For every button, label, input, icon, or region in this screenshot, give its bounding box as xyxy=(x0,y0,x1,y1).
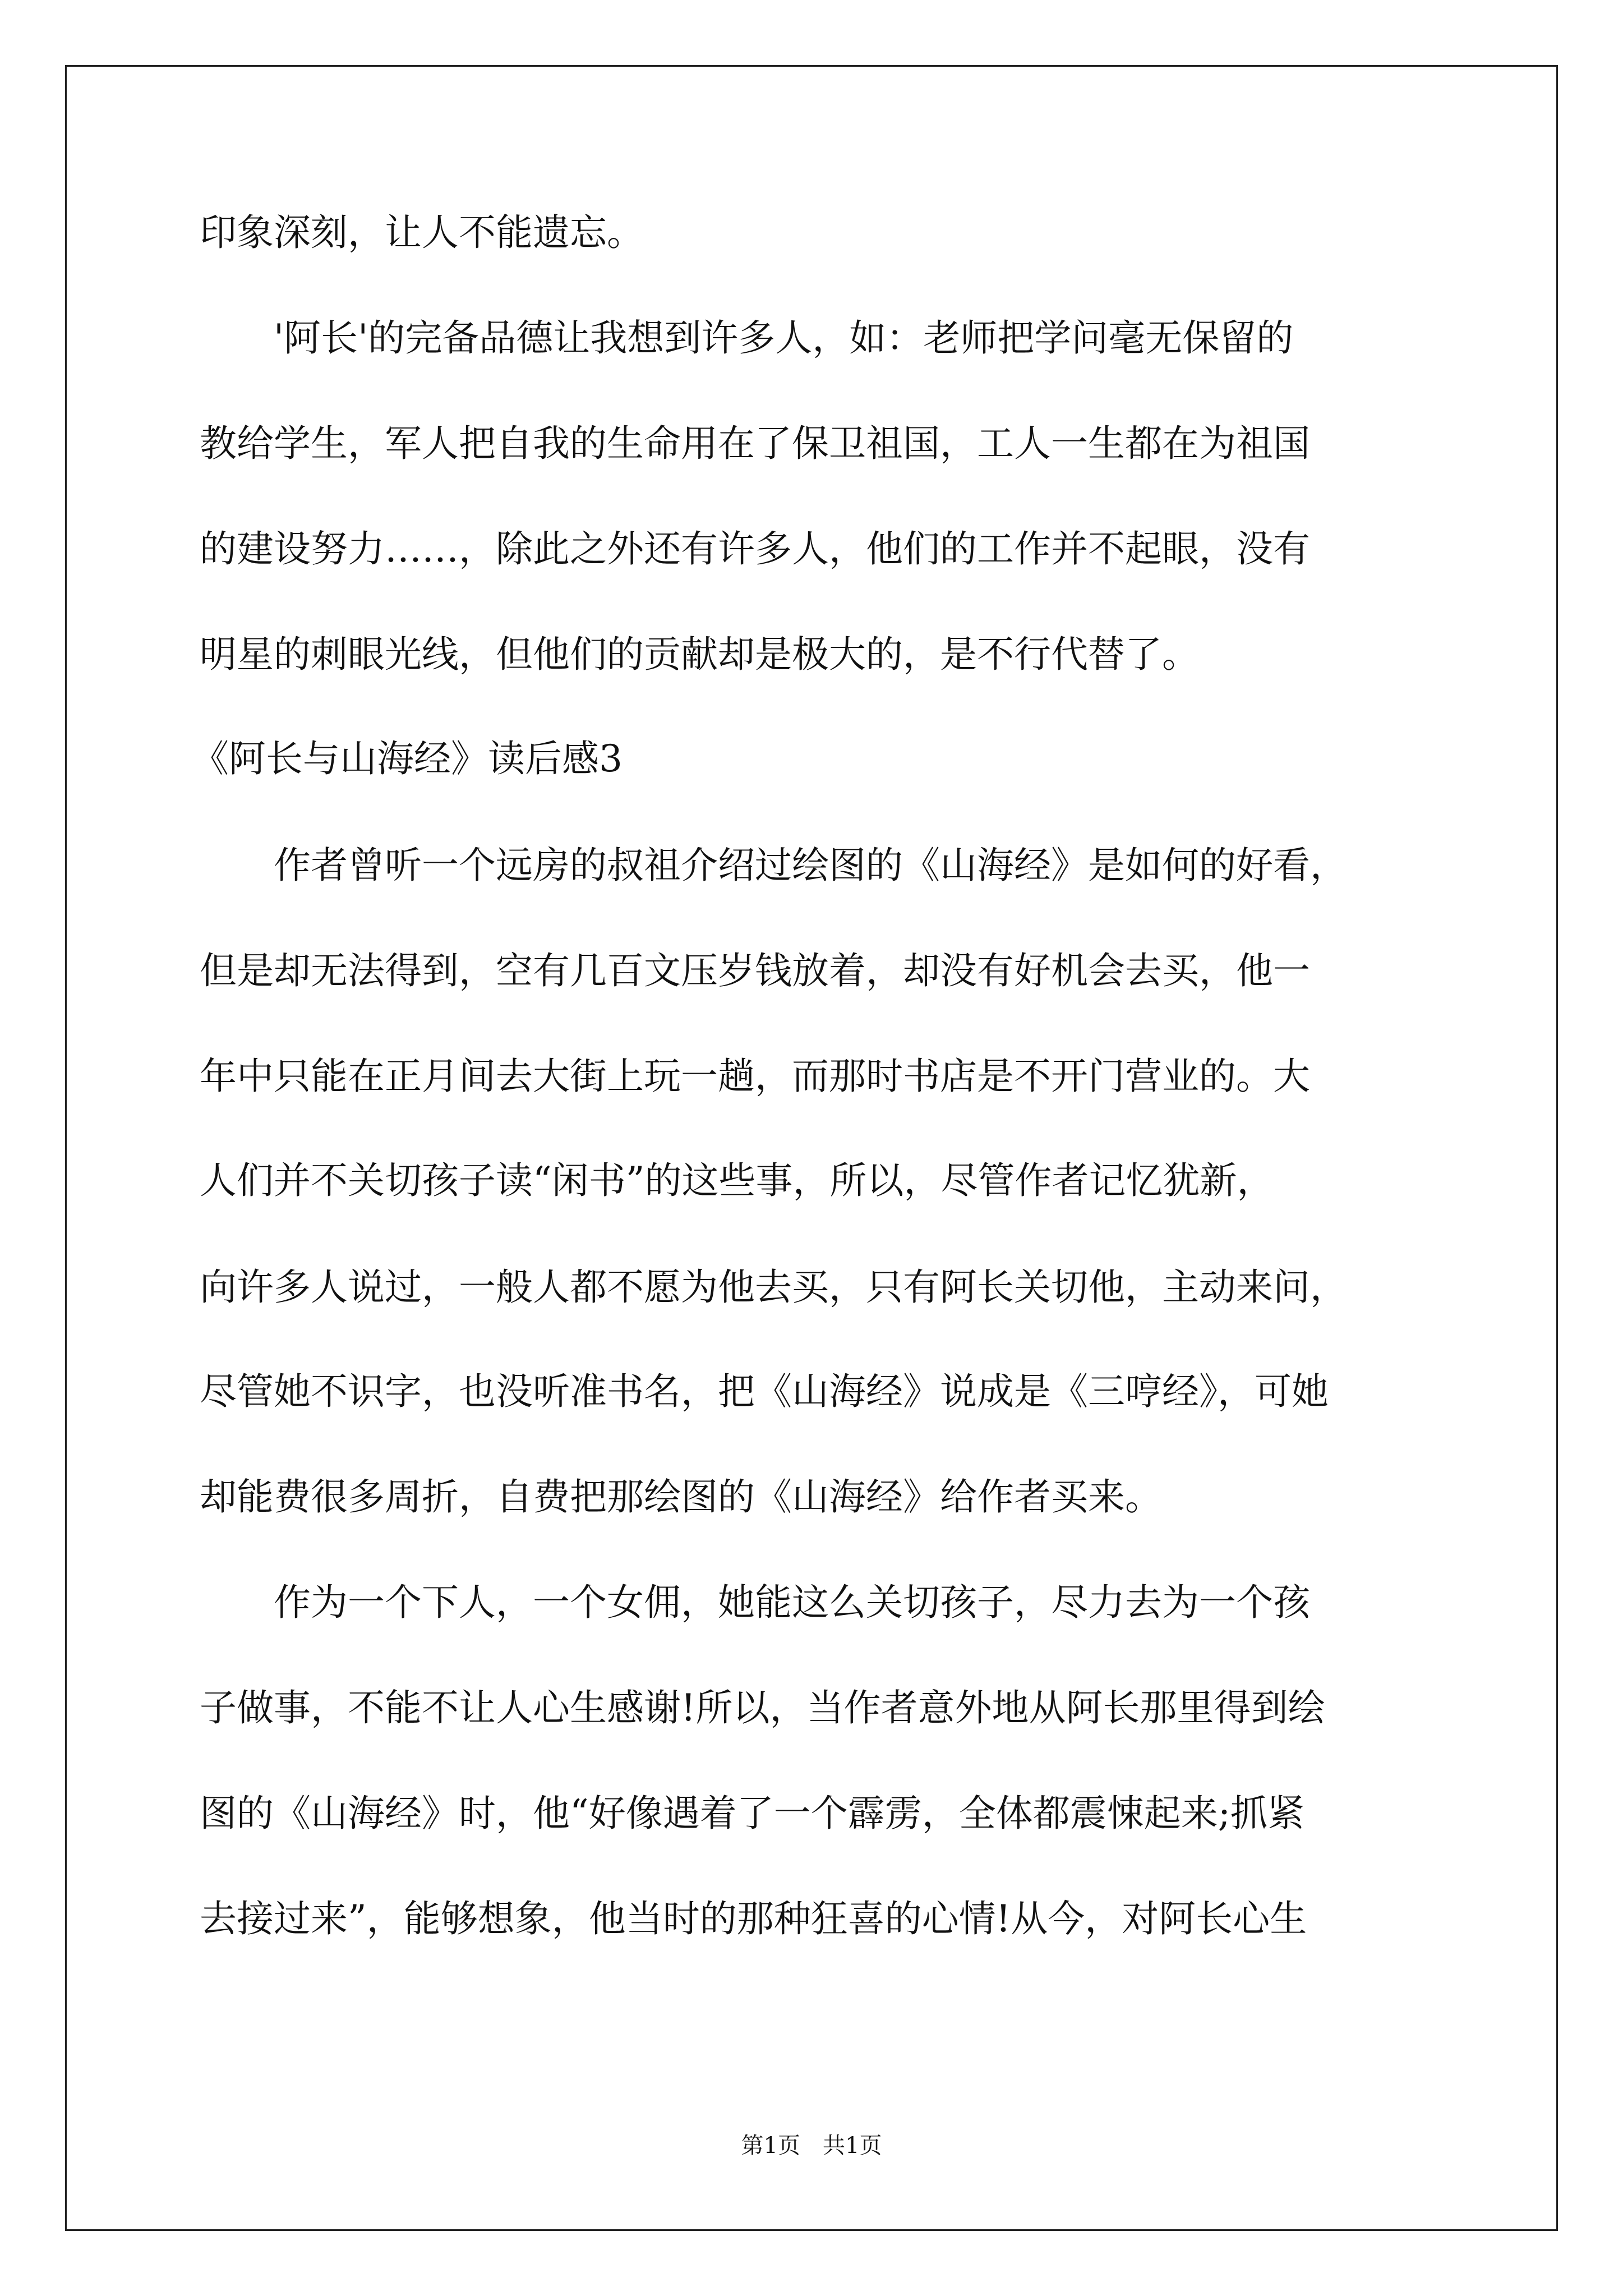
page-total: 共1页 xyxy=(823,2133,882,2159)
text-line: 但是却无法得到，空有几百文压岁钱放着，却没有好机会去买，他一 xyxy=(200,949,1310,992)
text-line: 却能费很多周折，自费把那绘图的《山海经》给作者买来。 xyxy=(200,1475,1162,1519)
page-number: 第1页 xyxy=(741,2133,800,2159)
text-line: 向许多人说过，一般人都不愿为他去买，只有阿长关切他，主动来问， xyxy=(200,1266,1347,1309)
section-title: 《阿长与山海经》读后感3 xyxy=(192,737,623,780)
text-line: 人们并不关切孩子读“闲书”的这些事，所以，尽管作者记忆犹新， xyxy=(200,1159,1274,1202)
text-line: 图的《山海经》时，他“好像遇着了一个霹雳，全体都震悚起来;抓紧 xyxy=(200,1792,1304,1835)
text-line: 印象深刻，让人不能遗忘。 xyxy=(200,211,644,254)
paragraph-start-line: 作为一个下人，一个女佣，她能这么关切孩子，尽力去为一个孩 xyxy=(274,1581,1310,1624)
text-line: 的建设努力……，除此之外还有许多人，他们的工作并不起眼，没有 xyxy=(200,527,1310,570)
text-line: 去接过来”，能够想象，他当时的那种狂喜的心情!从今，对阿长心生 xyxy=(200,1897,1307,1940)
page-footer xyxy=(0,2132,1623,2160)
paragraph-start-line: 作者曾听一个远房的叔祖介绍过绘图的《山海经》是如何的好看， xyxy=(274,844,1347,887)
text-line: 尽管她不识字，也没听准书名，把《山海经》说成是《三哼经》，可她 xyxy=(200,1370,1329,1413)
text-line: 年中只能在正月间去大街上玩一趟，而那时书店是不开门营业的。大 xyxy=(200,1055,1310,1098)
text-line: 明星的刺眼光线，但他们的贡献却是极大的，是不行代替了。 xyxy=(200,633,1199,676)
paragraph-start-line: '阿长'的完备品德让我想到许多人，如：老师把学问毫无保留的 xyxy=(274,316,1294,360)
text-line: 子做事，不能不让人心生感谢!所以，当作者意外地从阿长那里得到绘 xyxy=(200,1686,1325,1729)
text-line: 教给学生，军人把自我的生命用在了保卫祖国，工人一生都在为祖国 xyxy=(200,422,1310,465)
